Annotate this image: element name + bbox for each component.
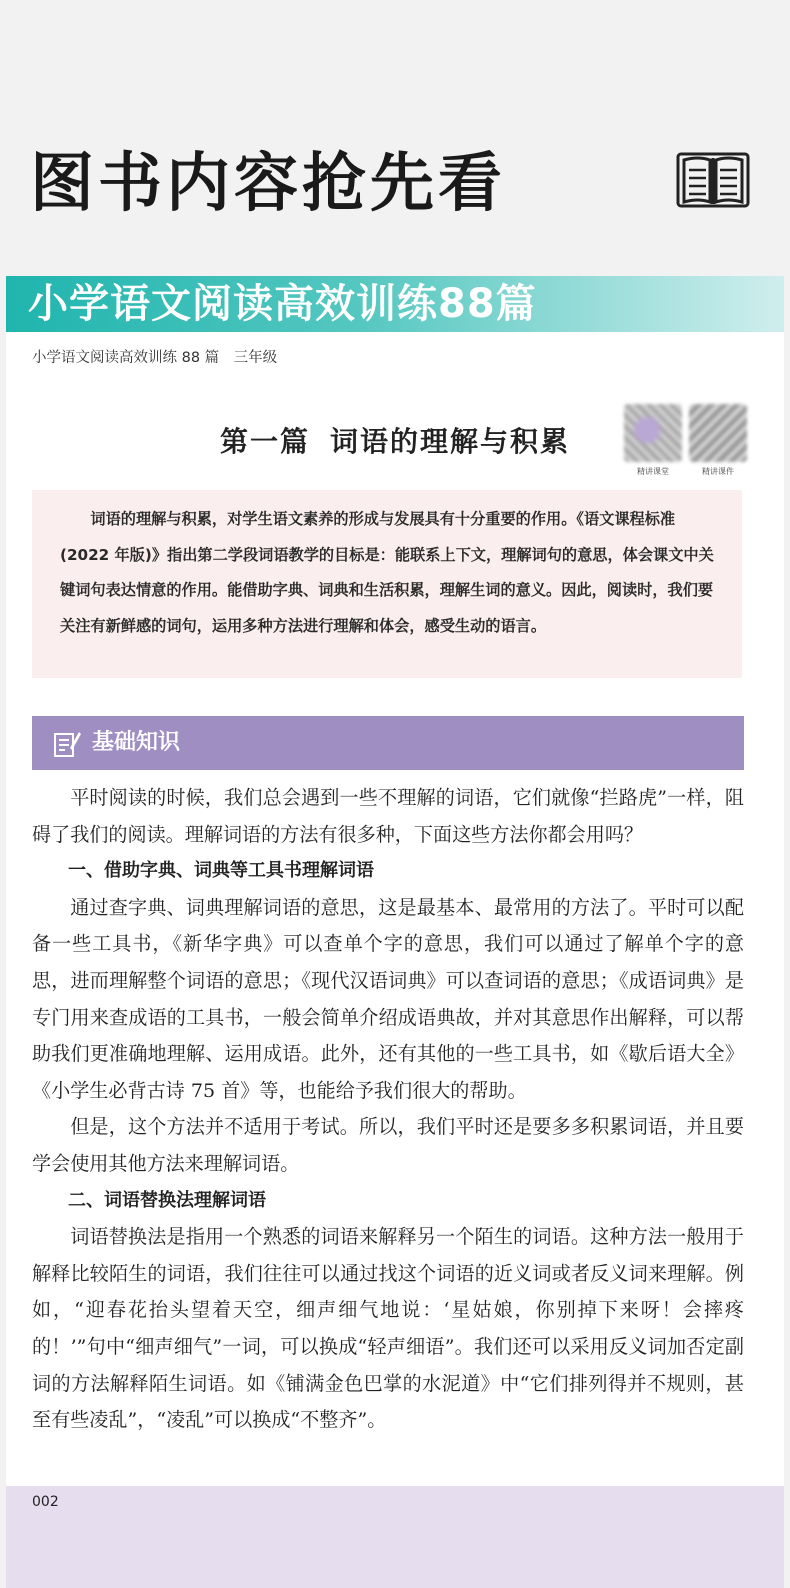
- subheading: 一、借助字典、词典等工具书理解词语: [68, 860, 374, 882]
- book-title-banner: [6, 276, 784, 332]
- page-number: 002: [32, 1494, 59, 1510]
- paragraph: 通过查字典、词典理解词语的意思，这是最基本、最常用的方法了。平时可以配备一些工具书，《新华字典》可以查单个字的意思，我们可以通过了解单个字的意思，进而理解整个词语的意思；《现代汉语词典》可以查词语的意思；《成语词典》是专门用来查成语的工具书，一般会简单介绍成语典故，并对其意思作出解释，可以帮助我们更准确地理解、运用成语。此外，还有其他的一些工具书，如《歇后语大全》《小学生必背古诗 75 首》等，也能给予我们很大的帮助。: [32, 895, 744, 1102]
- subheading: 二、词语替换法理解词语: [68, 1189, 266, 1211]
- banner-title: 小学语文阅读高效训练88篇: [28, 281, 537, 327]
- intro-text: 词语的理解与积累，对学生语文素养的形成与发展具有十分重要的作用。《语文课程标准(2022 年版)》指出第二学段词语教学的目标是：能联系上下文，理解词句的意思，体会课文中关键词句表达情意的作用。能借助字典、词典和生活积累，理解生词的意义。因此，阅读时，我们要关注有新鲜感的词句，运用多种方法进行理解和体会，感受生动的语言。: [60, 510, 714, 635]
- body-text: [32, 780, 744, 1439]
- section-header: [32, 716, 744, 770]
- paragraph: 但是，这个方法并不适用于考试。所以，我们平时还是要多多积累词语，并且要学会使用其他方法来理解词语。: [32, 1115, 744, 1175]
- chapter-name: 词语的理解与积累: [330, 425, 571, 458]
- qr-code-courseware: [689, 404, 747, 462]
- open-book-icon: [676, 152, 750, 210]
- running-head: 小学语文阅读高效训练 88 篇 三年级: [32, 350, 278, 366]
- paragraph: 词语替换法是指用一个熟悉的词语来解释另一个陌生的词语。这种方法一般用于解释比较陌生的词语，我们往往可以通过找这个词语的近义词或者反义词来理解。例如，“迎春花抬头望着天空，细声细气地说：‘星姑娘，你别掉下来呀！会摔疼的！’”句中“细声细气”一词，可以换成“轻声细语”。我们还可以采用反义词加否定副词的方法解释陌生词语。如《铺满金色巴掌的水泥道》中“它们排列得并不规则，甚至有些凌乱”，“凌乱”可以换成“不整齐”。: [32, 1225, 744, 1432]
- intro-box: [32, 490, 742, 678]
- pencil-note-icon: [52, 728, 82, 758]
- hero-title: 图书内容抢先看: [30, 147, 506, 221]
- section-title: 基础知识: [92, 730, 181, 755]
- qr-label-courseware: 精讲课件: [702, 467, 734, 476]
- qr-code-lecture: [624, 404, 682, 462]
- qr-label-lecture: 精讲课堂: [637, 467, 669, 476]
- page-footer: [6, 1486, 784, 1588]
- book-page: [6, 332, 784, 1512]
- chapter-number: 第一篇: [219, 425, 310, 458]
- paragraph: 平时阅读的时候，我们总会遇到一些不理解的词语，它们就像“拦路虎”一样，阻碍了我们的阅读。理解词语的方法有很多种，下面这些方法你都会用吗？: [32, 786, 744, 846]
